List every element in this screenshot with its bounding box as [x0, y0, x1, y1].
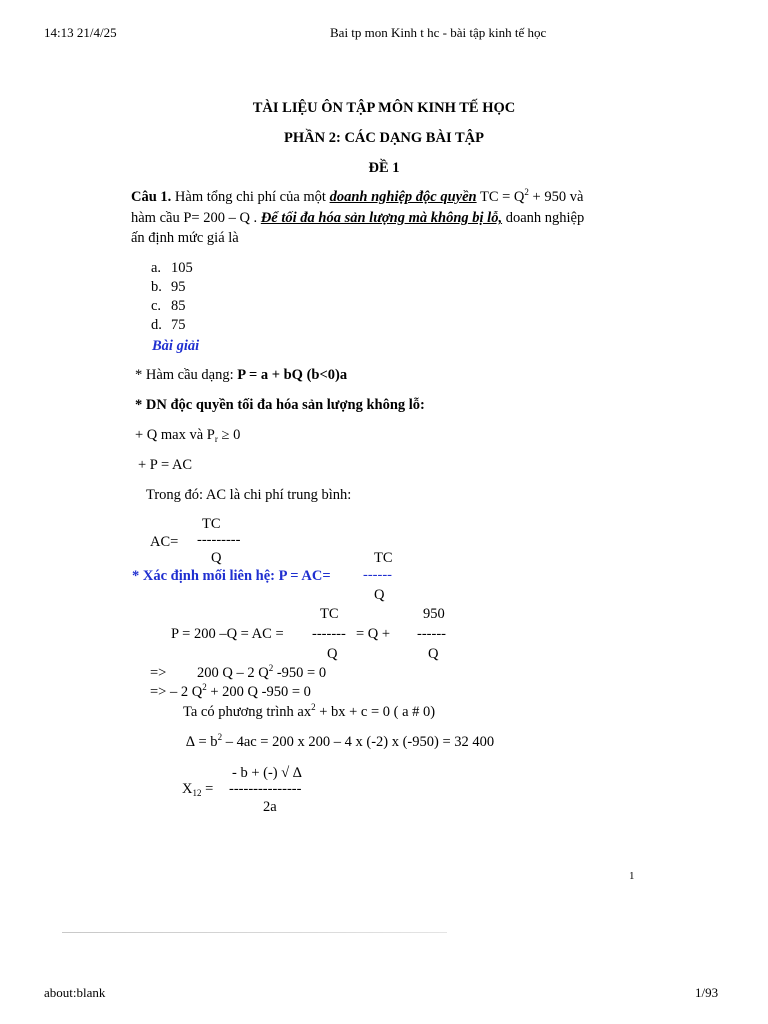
option-value: 75: [171, 317, 186, 333]
subscript: 12: [192, 788, 202, 798]
solution-formula: P = a + bQ (b<0)a: [237, 367, 348, 383]
equation-denominator-1: Q: [327, 646, 338, 662]
discriminant-text: – 4ac = 200 x 200 – 4 x (-2) x (-950) = 32 400: [222, 734, 495, 750]
discriminant-text: ∆ = b: [186, 734, 218, 750]
discriminant: [186, 734, 494, 751]
question-emphasis: Để tối đa hóa sản lượng mà không bị lỗ,: [260, 210, 503, 226]
option-value: 105: [171, 260, 193, 276]
option-b: [151, 279, 186, 296]
question-emphasis: doanh nghiệp độc quyền: [329, 189, 477, 205]
ac-fraction-numerator: TC: [202, 516, 221, 532]
superscript: 2: [202, 682, 207, 692]
equation-denominator-2: Q: [428, 646, 439, 662]
ac-fraction-lhs: AC=: [150, 534, 179, 550]
equation-numerator-tc: TC: [320, 606, 339, 622]
derivation-text: -950 = 0: [273, 665, 327, 681]
print-url: about:blank: [44, 985, 106, 1000]
derivation-step-1: [197, 665, 326, 682]
superscript: 2: [524, 187, 529, 197]
derivation-step-2: [150, 684, 311, 701]
solution-condition: * DN độc quyền tối đa hóa sản lượng không lỗ:: [135, 397, 425, 413]
derivation-arrow-2: =>: [150, 684, 167, 700]
question-line-1: [131, 189, 583, 206]
solution-label: Bài giải: [152, 338, 200, 354]
option-value: 95: [171, 279, 186, 295]
quadratic-text: Ta có phương trình ax: [183, 704, 312, 720]
equation-lhs: P = 200 –Q = AC =: [171, 626, 284, 642]
question-line-3: ấn định mức giá là: [131, 230, 239, 246]
relation-numerator: TC: [374, 550, 393, 566]
print-page-title: Bai tp mon Kinh t hc - bài tập kinh tế học: [330, 25, 547, 40]
print-datetime: 14:13 21/4/25: [44, 25, 117, 40]
question-line-2: [131, 210, 584, 227]
footer-divider: [62, 932, 447, 933]
quadratic-form: [183, 704, 435, 721]
option-a: [151, 260, 193, 277]
solution-p-equals-ac: + P = AC: [138, 457, 193, 473]
derivation-arrow-1: =>: [150, 665, 167, 681]
question-text: TC = Q: [476, 189, 525, 205]
option-letter: d.: [151, 317, 162, 333]
solution-demand-form: [135, 367, 347, 384]
option-letter: c.: [151, 298, 162, 314]
solution-qmax: [135, 427, 240, 444]
equation-middle: = Q +: [356, 626, 391, 642]
print-page-count: 1/93: [695, 985, 719, 1000]
solution-text: + Q max và P: [135, 427, 215, 443]
subscript: r: [214, 434, 218, 444]
superscript: 2: [268, 663, 274, 673]
roots-numerator: - b + (-) √ ∆: [232, 765, 302, 781]
option-letter: b.: [151, 279, 162, 295]
roots-x: X: [182, 781, 193, 797]
question-text: + 950 và: [528, 189, 584, 205]
equation-bar-1: -------: [312, 626, 346, 642]
relation-bar: ------: [363, 567, 392, 583]
solution-text: * Hàm cầu dạng:: [135, 367, 238, 383]
option-value: 85: [171, 298, 186, 314]
roots-bar: ---------------: [229, 781, 302, 797]
ac-fraction-bar: ---------: [197, 532, 241, 548]
question-text: Hàm tổng chi phí của một: [171, 189, 330, 205]
derivation-text: 200 Q – 2 Q: [197, 665, 269, 681]
ac-fraction-denominator: Q: [211, 550, 222, 566]
option-letter: a.: [151, 260, 162, 276]
solution-text: ≥ 0: [217, 427, 241, 443]
question-text: doanh nghiệp: [502, 210, 585, 226]
equation-numerator-950: 950: [423, 606, 445, 622]
question-text: hàm cầu P= 200 – Q .: [131, 210, 261, 226]
doc-heading-part: PHẦN 2: CÁC DẠNG BÀI TẬP: [284, 130, 484, 146]
superscript: 2: [311, 702, 316, 712]
quadratic-text: + bx + c = 0 ( a # 0): [315, 704, 436, 720]
question-number: Câu 1.: [131, 189, 172, 205]
derivation-text: – 2 Q: [166, 684, 203, 700]
doc-heading-exam: ĐỀ 1: [368, 160, 400, 176]
doc-heading-main: TÀI LIỆU ÔN TẬP MÔN KINH TẾ HỌC: [252, 100, 516, 116]
relation-heading: * Xác định mối liên hệ: P = AC=: [132, 568, 331, 584]
option-c: [151, 298, 186, 315]
roots-lhs: [182, 781, 213, 798]
relation-denominator: Q: [374, 587, 385, 603]
derivation-text: + 200 Q -950 = 0: [206, 684, 311, 700]
roots-denominator: 2a: [263, 799, 277, 815]
superscript: 2: [217, 732, 223, 742]
solution-ac-definition: Trong đó: AC là chi phí trung bình:: [146, 487, 352, 503]
equation-bar-2: ------: [417, 626, 446, 642]
option-d: [151, 317, 186, 334]
roots-equals: =: [201, 781, 214, 797]
document-page-number: 1: [629, 870, 635, 882]
